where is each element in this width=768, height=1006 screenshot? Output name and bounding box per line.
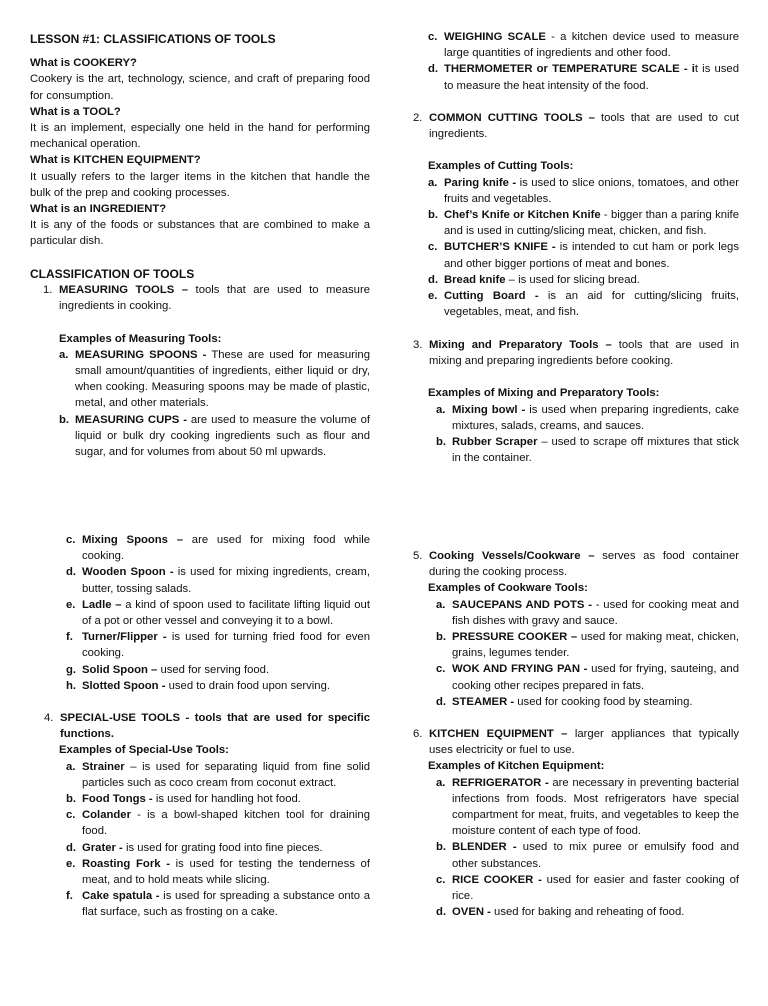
- question: What is KITCHEN EQUIPMENT?: [30, 154, 201, 167]
- list-item: h. Slotted Spoon - used to drain food upon serving.: [66, 679, 331, 692]
- list-item: e. Ladle – a kind of spoon used to facilitate lifting liquid out of a pot or other vessel and conveying it to a bowl.: [66, 598, 370, 628]
- answer: It is any of the foods or substances that are combined to make a particular dish.: [30, 219, 370, 248]
- section-measuring-tools: [30, 266, 370, 460]
- list-item: e. Roasting Fork - is used for testing the tenderness of meat, and to hold meats while slicing.: [66, 857, 370, 887]
- section-cutting-tools: [413, 110, 739, 320]
- section-text: KITCHEN EQUIPMENT – larger appliances that typically uses electricity or fuel to use.: [429, 728, 739, 757]
- list-item: b. Rubber Scraper – used to scrape off mixtures that stick in the container.: [436, 436, 739, 465]
- list-item: f. Turner/Flipper - is used for turning fried food for even cooking.: [66, 631, 370, 660]
- section-number: 6.: [413, 728, 423, 740]
- section-text: Mixing and Preparatory Tools – tools that are used in mixing and preparing ingredients before cooking.: [429, 339, 739, 368]
- section-text: COMMON CUTTING TOOLS – tools that are used to cut ingredients.: [429, 112, 739, 141]
- examples-heading: Examples of Cutting Tools:: [428, 160, 574, 173]
- list-item: b. Chef’s Knife or Kitchen Knife - bigger than a paring knife and is used in cutting/slicing meat, chicken, and fish.: [428, 209, 739, 238]
- section-number: 5.: [413, 550, 423, 562]
- examples-heading: Examples of Measuring Tools:: [59, 332, 222, 345]
- lesson-title: LESSON #1: CLASSIFICATIONS OF TOOLS: [30, 32, 276, 46]
- list-item: d. Wooden Spoon - is used for mixing ingredients, cream, butter, tossing salads.: [66, 566, 370, 595]
- section-number: 3.: [413, 339, 423, 351]
- list-item: g. Solid Spoon – used for serving food.: [66, 663, 270, 676]
- question: What is a TOOL?: [30, 105, 121, 118]
- list-item: d. OVEN - used for baking and reheating of food.: [436, 906, 685, 919]
- list-item: c. WOK AND FRYING PAN - used for frying, sauteing, and cooking other recipes prepared in fats.: [436, 663, 739, 692]
- answer: It is an implement, especially one held in the hand for performing mechanical operation.: [30, 122, 370, 151]
- section-cookware: [413, 548, 739, 710]
- list-item: a. SAUCEPANS AND POTS - - used for cooking meat and fish dishes with gravy and sauce.: [436, 598, 739, 627]
- list-item: d. THERMOMETER or TEMPERATURE SCALE - it is used to measure the heat intensity of the food.: [428, 63, 739, 92]
- answer: Cookery is the art, technology, science, and craft of preparing food for consumption.: [30, 73, 370, 102]
- lesson-intro: [30, 31, 370, 250]
- section-text: Cooking Vessels/Cookware – serves as food container during the cooking process.: [429, 550, 739, 579]
- list-item: b. Food Tongs - is used for handling hot food.: [66, 793, 301, 806]
- answer: It usually refers to the larger items in the kitchen that handle the bulk of the prep and cooking processes.: [30, 170, 370, 199]
- list-item: a. MEASURING SPOONS - These are used for measuring small amount/quantities of ingredients, either liquid or dry, when cooking. Measuring spoons may be made of plastic, metal, and other materials.: [59, 348, 371, 410]
- list-item: b. BLENDER - used to mix puree or emulsify food and other substances.: [436, 841, 739, 870]
- list-item: a. Strainer – is used for separating liquid from fine solid particles such as coco cream from coconut extract.: [66, 760, 370, 789]
- list-item: d. STEAMER - used for cooking food by steaming.: [436, 695, 693, 708]
- list-item: c. BUTCHER’S KNIFE - is intended to cut ham or pork legs and other bigger portions of meat and bones.: [428, 241, 739, 270]
- list-item: c. Colander - is a bowl-shaped kitchen tool for draining food.: [66, 809, 370, 838]
- section-special-use-tools: [44, 710, 370, 921]
- list-item: b. MEASURING CUPS - are used to measure the volume of liquid or bulk dry cooking ingredients such as flour and sugar, and for volumes from about 50 ml upwards.: [59, 413, 370, 459]
- list-item: c. WEIGHING SCALE - a kitchen device used to measure large quantities of ingredients and other food.: [428, 31, 739, 60]
- list-item: d. Bread knife – is used for slicing bread.: [428, 273, 640, 286]
- question: What is COOKERY?: [30, 57, 137, 70]
- classification-heading: CLASSIFICATION OF TOOLS: [30, 267, 195, 281]
- list-item: c. Mixing Spoons – are used for mixing food while cooking.: [66, 534, 370, 563]
- examples-heading: Examples of Kitchen Equipment:: [428, 760, 605, 773]
- list-item: d. Grater - is used for grating food into fine pieces.: [66, 841, 323, 854]
- list-item: a. REFRIGERATOR - are necessary in preventing bacterial infections from foods. Most refrigerators have special compartment for meat, fruits, and vegetables to keep the moisture content of each type of food.: [436, 776, 739, 838]
- section-number: 4.: [44, 712, 54, 724]
- question: What is an INGREDIENT?: [30, 203, 167, 216]
- mixing-tools-continued: [66, 532, 370, 694]
- section-kitchen-equipment: [413, 726, 739, 920]
- list-item: e. Cutting Board - is an aid for cutting/slicing fruits, vegetables, meat, and fish.: [428, 290, 740, 319]
- section-mixing-tools: [413, 337, 739, 466]
- list-item: b. PRESSURE COOKER – used for making meat, chicken, grains, legumes tender.: [436, 631, 739, 660]
- list-item: f. Cake spatula - is used for spreading a substance onto a flat surface, such as frosting on a cake.: [66, 890, 370, 919]
- examples-heading: Examples of Special-Use Tools:: [59, 744, 229, 757]
- examples-heading: Examples of Mixing and Preparatory Tools:: [428, 387, 660, 400]
- examples-heading: Examples of Cookware Tools:: [428, 582, 588, 595]
- measuring-tools-continued: [428, 29, 739, 94]
- list-item: a. Mixing bowl - is used when preparing ingredients, cake mixtures, salads, creams, and sauces.: [436, 403, 739, 432]
- list-item: a. Paring knife - is used to slice onions, tomatoes, and other fruits and vegetables.: [428, 176, 740, 205]
- list-item: c. RICE COOKER - used for easier and faster cooking of rice.: [436, 873, 739, 903]
- section-text: SPECIAL-USE TOOLS - tools that are used for specific functions.: [60, 712, 370, 741]
- section-number: 2.: [413, 112, 423, 124]
- section-text: MEASURING TOOLS – tools that are used to measure ingredients in cooking.: [59, 284, 370, 313]
- section-number: 1.: [43, 284, 53, 297]
